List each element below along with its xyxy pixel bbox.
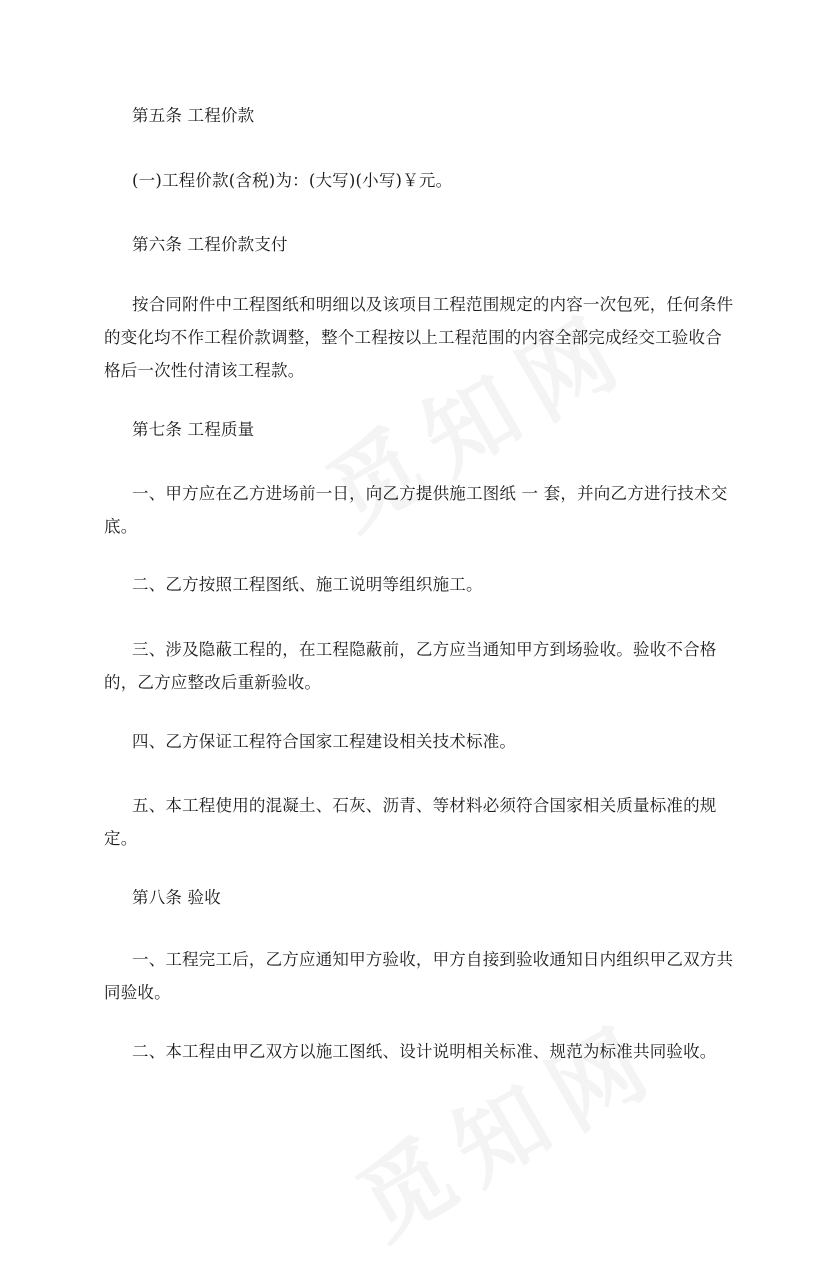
article-7-item-5: 五、本工程使用的混凝土、石灰、沥青、等材料必须符合国家相关质量标准的规定。: [104, 796, 717, 848]
article-7-item-4: 四、乙方保证工程符合国家工程建设相关技术标准。: [132, 732, 517, 751]
article-8-item-1: 一、工程完工后，乙方应通知甲方验收，甲方自接到验收通知日内组织甲乙双方共同验收。: [104, 950, 734, 1002]
article-7-item-1: 一、甲方应在乙方进场前一日，向乙方提供施工图纸 一 套，并向乙方进行技术交底。: [104, 484, 728, 536]
watermark: [330, 985, 682, 1264]
article-6-heading: 第六条 工程价款支付: [132, 235, 288, 254]
article-5-heading: 第五条 工程价款: [132, 106, 255, 125]
article-8-item-2: 二、本工程由甲乙双方以施工图纸、设计说明相关标准、规范为标准共同验收。: [132, 1042, 717, 1061]
article-5-clause-1: (一)工程价款(含税)为：(大写)(小写)￥元。: [132, 171, 453, 190]
article-7-heading: 第七条 工程质量: [132, 420, 255, 439]
article-7-item-2: 二、乙方按照工程图纸、施工说明等组织施工。: [132, 575, 483, 594]
article-6-body: 按合同附件中工程图纸和明细以及该项目工程范围规定的内容一次包死，任何条件的变化均不作工程价款调整，整个工程按以上工程范围的内容全部完成经交工验收合格后一次性付清该工程款。: [104, 295, 734, 380]
article-8-heading: 第八条 验收: [132, 888, 221, 907]
article-7-item-3: 三、涉及隐蔽工程的，在工程隐蔽前，乙方应当通知甲方到场验收。验收不合格的，乙方应整改后重新验收。: [104, 640, 717, 692]
